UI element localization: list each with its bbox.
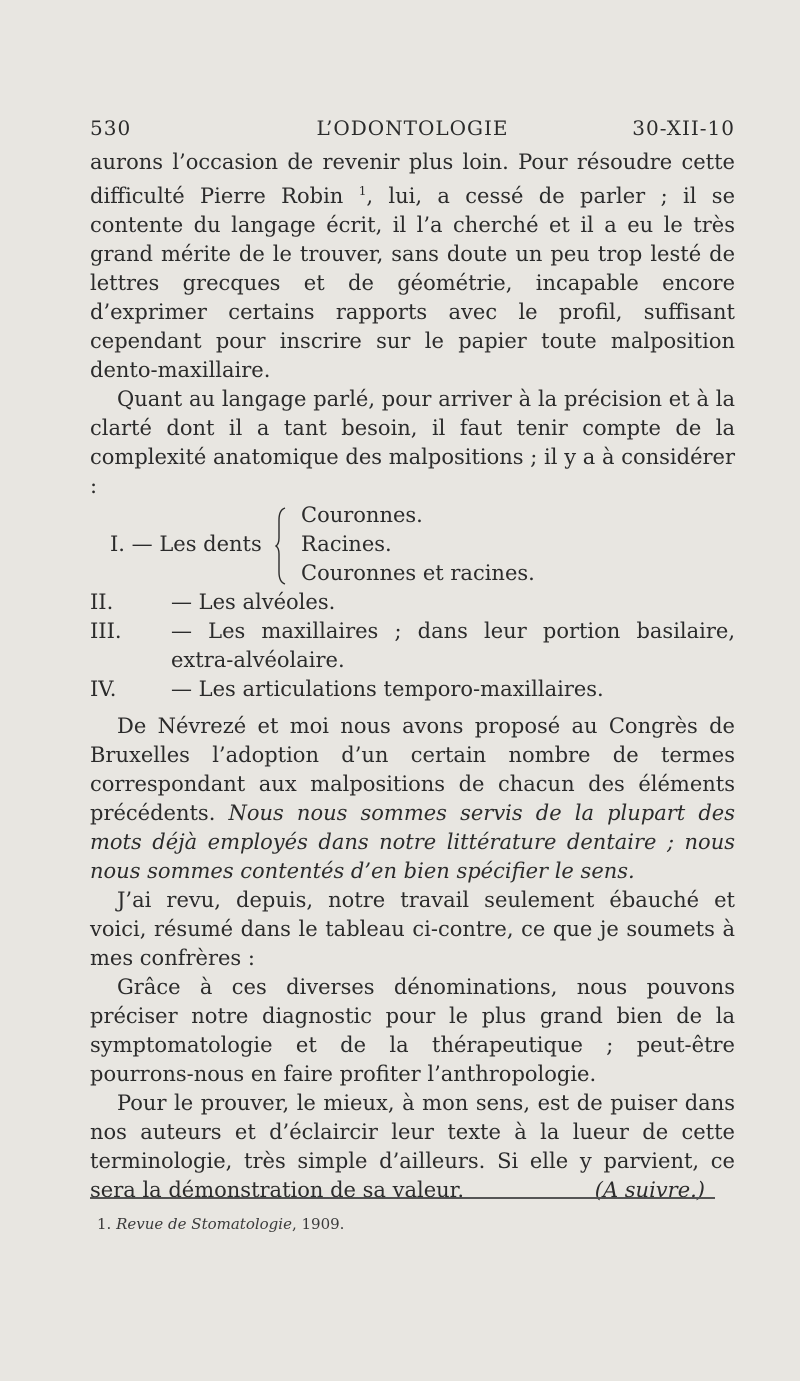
paragraph-5: Grâce à ces diverses dénominations, nous pouvons préciser notre diagnostic pour le plus grand bien de la symptomatologie et de la thérapeutique ; peut-être pourrons-nous en faire profiter l’anthropologie. <box>90 975 735 1086</box>
paragraph-3 <box>90 712 735 886</box>
list-item-4-number: IV. <box>90 677 117 701</box>
teeth-sublist <box>301 501 535 588</box>
paragraph-1-end: , lui, a cessé de parler ; il se contente du langage écrit, il l’a cherché et il a eu le très grand mérite de le trouver, sans doute un peu trop lesté de lettres grecques et de géométrie, incapable encore d’exprimer certains rapports avec le profil, suffisant cependant pour inscrire sur le papier toute malposition dento-maxillaire. <box>90 184 736 382</box>
brace-icon <box>275 506 287 586</box>
paragraph-3-start: De Névrezé et moi nous avons proposé au Congrès de Bruxelles l’adoption d’un certain nombre de termes correspondant aux malpositions de chacun des éléments précédents. <box>90 714 735 825</box>
issue-date: 30-XII-10 <box>632 116 735 140</box>
running-title: L’ODONTOLOGIE <box>316 116 509 140</box>
list-item-3-number: III. <box>90 619 122 643</box>
list-item-4 <box>90 675 735 704</box>
footnote-source: Revue de Stomatologie <box>116 1215 292 1233</box>
paragraph-6 <box>90 1089 735 1205</box>
list-item-2-number: II. <box>90 590 114 614</box>
list-item-3 <box>90 617 735 675</box>
paragraph-2: Quant au langage parlé, pour arriver à la précision et à la clarté dont il a tant besoin, il faut tenir compte de la complexité anatomique des malpositions ; il y a à considérer : <box>90 387 735 498</box>
footnote <box>97 1215 344 1233</box>
list-item-2-text: — Les alvéoles. <box>171 590 336 614</box>
list-item-3-text: — Les maxillaires ; dans leur portion basilaire, extra-alvéolaire. <box>171 619 735 672</box>
body-text <box>90 148 735 1205</box>
paragraph-3-italic: Nous nous sommes servis de la plupart des mots déjà employés dans notre littérature dentaire ; nous nous sommes contentés d’en bien spécifier le sens. <box>90 801 735 883</box>
list-item-4-text: — Les articulations temporo-maxillaires. <box>171 677 604 701</box>
list-item-1-label: I. — Les dents <box>110 532 262 556</box>
footnote-year: , 1909. <box>291 1215 345 1233</box>
teeth-list-block <box>90 501 735 588</box>
list-item-2 <box>90 588 735 617</box>
paragraph-1-start: aurons l’occasion de revenir plus loin. Pour résoudre cette difficulté Pierre Robin <box>90 150 735 208</box>
paragraph-4: J’ai revu, depuis, notre travail seulement ébauché et voici, résumé dans le tableau ci-contre, ce que je soumets à mes confrères : <box>90 888 735 970</box>
teeth-subitem: Racines. <box>301 532 392 556</box>
paragraph-1 <box>90 148 735 385</box>
paragraph-6-text: Pour le prouver, le mieux, à mon sens, est de puiser dans nos auteurs et d’éclaircir leur texte à la lueur de cette terminologie, très simple d’ailleurs. Si elle y parvient, ce sera la démonstration de sa valeur. <box>90 1091 735 1202</box>
teeth-subitem: Couronnes et racines. <box>301 561 535 585</box>
footnote-number: 1. <box>97 1215 112 1233</box>
footnote-divider <box>90 1197 715 1199</box>
page-header <box>90 116 735 140</box>
teeth-subitem: Couronnes. <box>301 503 423 527</box>
to-be-continued: (A suivre.) <box>594 1178 705 1202</box>
page-number: 530 <box>90 116 132 140</box>
footnote-ref: 1 <box>358 184 367 198</box>
